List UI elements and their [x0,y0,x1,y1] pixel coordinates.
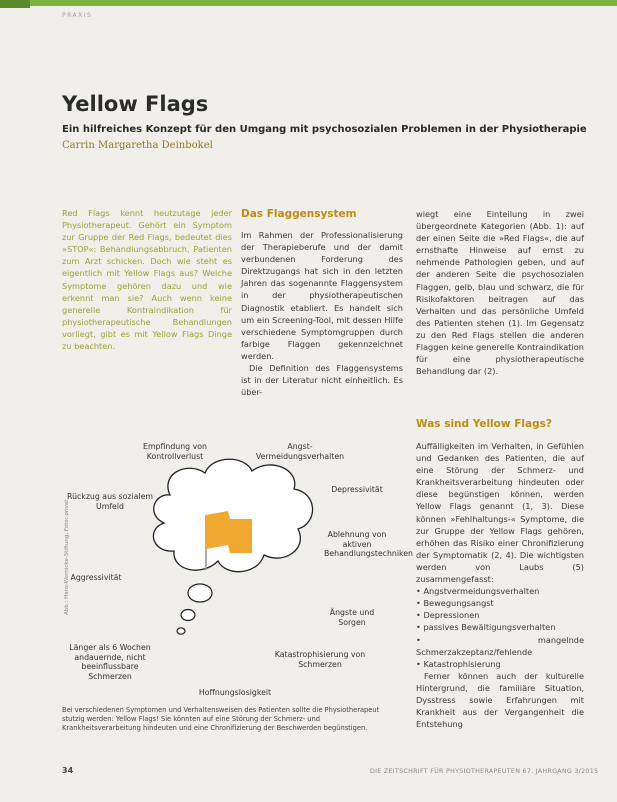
col3-paragraph-2: Auffälligkeiten im Verhalten, in Gefühlen und Gedanken des Patienten, die auf eine Störung der Schmerz- und Krankheitsverarbeitung hindeuten oder diese begünstigen können, werden Yellow Flags genannt (1, 3). Diese können »Fehlhaltungs-« Symptome, die zur Gruppe der Yellow Flags gehören, erhöhen das Risiko einer Chronifizierung der Symptomatik (2, 4). Die wichtigsten werden von Laubs (5) zusammengefasst: [416,441,584,585]
column-3-top [416,208,584,377]
list-item: • Angstvermeidungsverhalten [416,585,584,597]
section-label: PRAXIS [62,12,93,19]
thought-bubble-large [188,584,212,602]
label-rueckzug: Rückzug aus sozialem Umfeld [67,492,153,511]
heading-flaggensystem: Das Flaggensystem [241,208,357,220]
list-item: • Bewegungsangst [416,597,584,609]
list-item: • passives Bewältigungsverhalten [416,621,584,633]
thought-bubble-small [177,628,185,634]
label-hoffnungslosigkeit: Hoffnungslosigkeit [198,688,272,697]
label-katastrophisierung: Katastrophisierung von Schmerzen [274,650,366,669]
list-item: • mangelnde Schmerzakzeptanz/fehlende [416,634,584,658]
article-subtitle: Ein hilfreiches Konzept für den Umgang mit psychosozialen Problemen in der Physiotherapie [62,124,587,135]
list-item: • Depressionen [416,609,584,621]
label-aengste: Ängste und Sorgen [329,608,375,627]
heading-yellow-flags: Was sind Yellow Flags? [416,418,552,430]
top-color-accent [0,0,30,8]
label-aggressivitaet: Aggressivität [70,573,122,582]
top-color-bar [0,0,617,6]
col3-paragraph-1: wiegt eine Einteilung in zwei übergeordnete Kategorien (Abb. 1): auf der einen Seite die »Red Flags«, die auf ernsthafte Hinweise auf ernst zu nehmende Pathologien geben, und auf der anderen Seite die psychosozialen Flaggen, gelb, blau und schwarz, die für Risikofaktoren beitragen auf das Verhalten und das persönliche Umfeld des Patienten stehen (1). Im Gegensatz zu den Red Flags stellen die anderen Flaggen keine generelle Kontraindikation für eine physiotherapeutische Behandlung dar (2). [416,209,584,377]
column-2 [241,229,403,398]
yellow-flags-diagram [60,425,413,705]
label-depressivitaet: Depressivität [331,485,383,494]
list-item: • Katastrophisierung [416,658,584,670]
page-number: 34 [62,766,74,775]
col3-paragraph-3: Ferner können auch der kulturelle Hintergrund, die familiäre Situation, Dysstress sowie Erfahrungen mit Krankheit aus der Vergangenheit die Entstehung [416,670,584,730]
col2-paragraph-1: Im Rahmen der Professionalisierung der Therapieberufe und der damit verbundenen Forderung des Direktzugangs hat sich in den letzten Jahren das sogenannte Flaggensystem in der physiotherapeutischen Diagnostik etabliert. Es handelt sich um ein Screening-Tool, mit dessen Hilfe verschiedene Symptomgruppen durch farbige Flaggen gekennzeichnet werden. [241,230,403,361]
label-ablehnung: Ablehnung von aktiven Behandlungstechniken [324,530,413,558]
label-schmerzen-6-wochen: Länger als 6 Wochen andauernde, nicht beeinflussbare Schmerzen [69,643,151,681]
column-3-bottom [416,440,584,730]
article-title: Yellow Flags [62,92,209,116]
journal-footer: DIE ZEITSCHRIFT FÜR PHYSIOTHERAPEUTEN 67. JAHRGANG 3/2015 [370,768,599,775]
article-author: Carrin Margaretha Deinbokel [62,140,213,151]
label-angst-vermeidung: Angst-Vermeidungsverhalten [255,442,345,461]
diagram-credit: Abb.: Hans-Wernicke-Stiftung, Foto: privat [64,499,70,615]
diagram-caption: Bei verschiedenen Symptomen und Verhaltensweisen des Patienten sollte die Physiotherapeut stutzig werden: Yellow Flags! Sie könnten auf eine Störung der Schmerz- und Krankheitsverarbeitung hindeuten und eine Chronifizierung der Beschwerden begünstigen. [62,706,380,732]
yellow-flags-list [416,585,584,670]
col2-paragraph-2: Die Definition des Flaggensystems ist in der Literatur nicht einheitlich. Es über- [241,363,403,398]
thought-cloud-icon [153,459,312,571]
thought-bubble-medium [181,610,195,621]
intro-paragraph: Red Flags kennt heutzutage jeder Physiotherapeut. Gehört ein Symptom zur Gruppe der Red Flags, bedeutet dies »STOP«: Behandlungsabbruch, Patienten zum Arzt schicken. Doch wie steht es eigentlich mit Yellow Flags aus? Welche Symptome gehören dazu und wie erkennt man sie? Auch wenn keine generelle Kontraindikation für physiotherapeutische Behandlungen vorliegt, gibt es mit Yellow Flags Dinge zu beachten. [62,208,232,352]
label-kontrollverlust: Empfindung von Kontrollverlust [143,442,207,461]
